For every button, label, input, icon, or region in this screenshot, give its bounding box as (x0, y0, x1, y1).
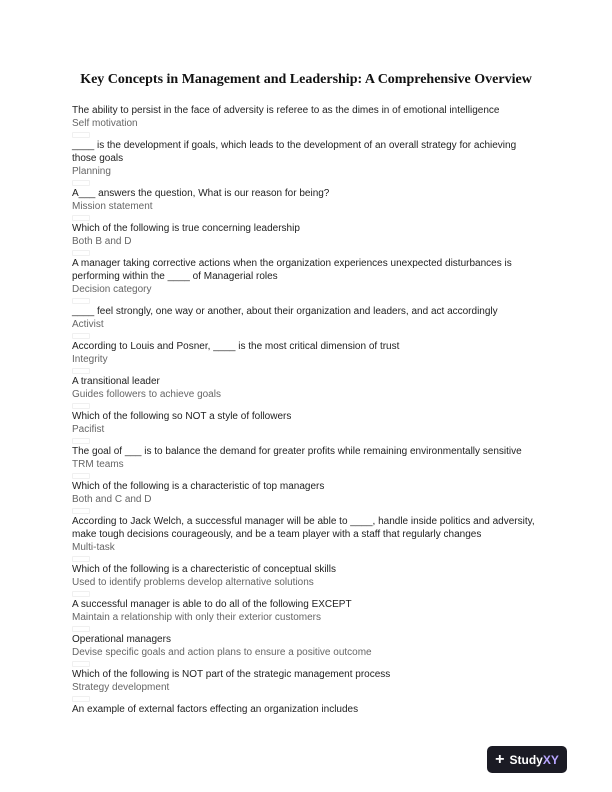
page-title: Key Concepts in Management and Leadership: A Comprehensive Overview (80, 72, 532, 87)
qa-item (72, 563, 542, 598)
answer-text: Activist (72, 319, 104, 330)
answer-text: Mission statement (72, 201, 153, 212)
answer-text: Maintain a relationship with only their exterior customers (72, 612, 321, 623)
qa-item (72, 445, 542, 480)
separator (72, 694, 542, 703)
qa-item (72, 410, 542, 445)
qa-item (72, 305, 542, 340)
qa-item (72, 375, 542, 410)
separator (72, 178, 542, 187)
question-text: Operational managers (72, 634, 171, 645)
answer-text: Devise specific goals and action plans to ensure a positive outcome (72, 647, 372, 658)
qa-item (72, 340, 542, 375)
question-text: An example of external factors effecting an organization includes (72, 704, 359, 715)
answer-text: Used to identify problems develop alternative solutions (72, 577, 314, 588)
separator (72, 554, 542, 563)
question-text: A manager taking corrective actions when the organization experiences unexpected disturbances is performing within the ____ of Managerial roles (72, 258, 512, 282)
answer-text: TRM teams (72, 459, 124, 470)
question-text: The ability to persist in the face of adversity is referee to as the dimes in of emotional intelligence (72, 105, 500, 116)
answer-text: Pacifist (72, 424, 105, 435)
separator (72, 624, 542, 633)
qa-item (72, 480, 542, 515)
answer-text: Decision category (72, 284, 152, 295)
separator (72, 471, 542, 480)
brand-name (509, 753, 558, 767)
question-text: A transitional leader (72, 376, 160, 387)
qa-item (72, 104, 542, 139)
separator (72, 589, 542, 598)
question-text: Which of the following is a characteristic of top managers (72, 481, 325, 492)
separator (72, 296, 542, 305)
separator (72, 331, 542, 340)
qa-item (72, 703, 542, 716)
question-text: According to Jack Welch, a successful manager will be able to ____, handle inside politics and adversity, make tough decisions courageously, and be a team player with a staff that regularly changes (72, 516, 535, 540)
answer-text: Planning (72, 166, 111, 177)
answer-text: Both and C and D (72, 494, 152, 505)
separator (72, 436, 542, 445)
qa-item (72, 598, 542, 633)
qa-item (72, 139, 542, 187)
qa-list (72, 104, 542, 716)
question-text: According to Louis and Posner, ____ is the most critical dimension of trust (72, 341, 400, 352)
question-text: ____ is the development if goals, which leads to the development of an overall strategy for achieving those goals (72, 140, 517, 164)
answer-text: Guides followers to achieve goals (72, 389, 221, 400)
answer-text: Multi-task (72, 542, 115, 553)
question-text: A___ answers the question, What is our reason for being? (72, 188, 330, 199)
separator (72, 366, 542, 375)
brand-name-study: Study (509, 752, 543, 767)
question-text: Which of the following is NOT part of the strategic management process (72, 669, 391, 680)
answer-text: Strategy development (72, 682, 170, 693)
qa-item (72, 668, 542, 703)
question-text: A successful manager is able to do all of the following EXCEPT (72, 599, 352, 610)
separator (72, 506, 542, 515)
answer-text: Self motivation (72, 118, 138, 129)
answer-text: Integrity (72, 354, 108, 365)
answer-text: Both B and D (72, 236, 132, 247)
qa-item (72, 222, 542, 257)
studyxy-logo[interactable] (487, 746, 567, 773)
qa-item (72, 515, 542, 563)
qa-item (72, 633, 542, 668)
qa-item (72, 187, 542, 222)
question-text: Which of the following so NOT a style of followers (72, 411, 292, 422)
plus-icon: + (495, 750, 505, 768)
brand-name-xy: XY (542, 752, 559, 767)
separator (72, 213, 542, 222)
separator (72, 130, 542, 139)
separator (72, 659, 542, 668)
question-text: ____ feel strongly, one way or another, about their organization and leaders, and act accordingly (72, 306, 498, 317)
qa-item (72, 257, 542, 305)
separator (72, 401, 542, 410)
separator (72, 248, 542, 257)
question-text: Which of the following is true concerning leadership (72, 223, 300, 234)
question-text: The goal of ___ is to balance the demand for greater profits while remaining environmentally sensitive (72, 446, 522, 457)
question-text: Which of the following is a charecteristic of conceptual skills (72, 564, 337, 575)
